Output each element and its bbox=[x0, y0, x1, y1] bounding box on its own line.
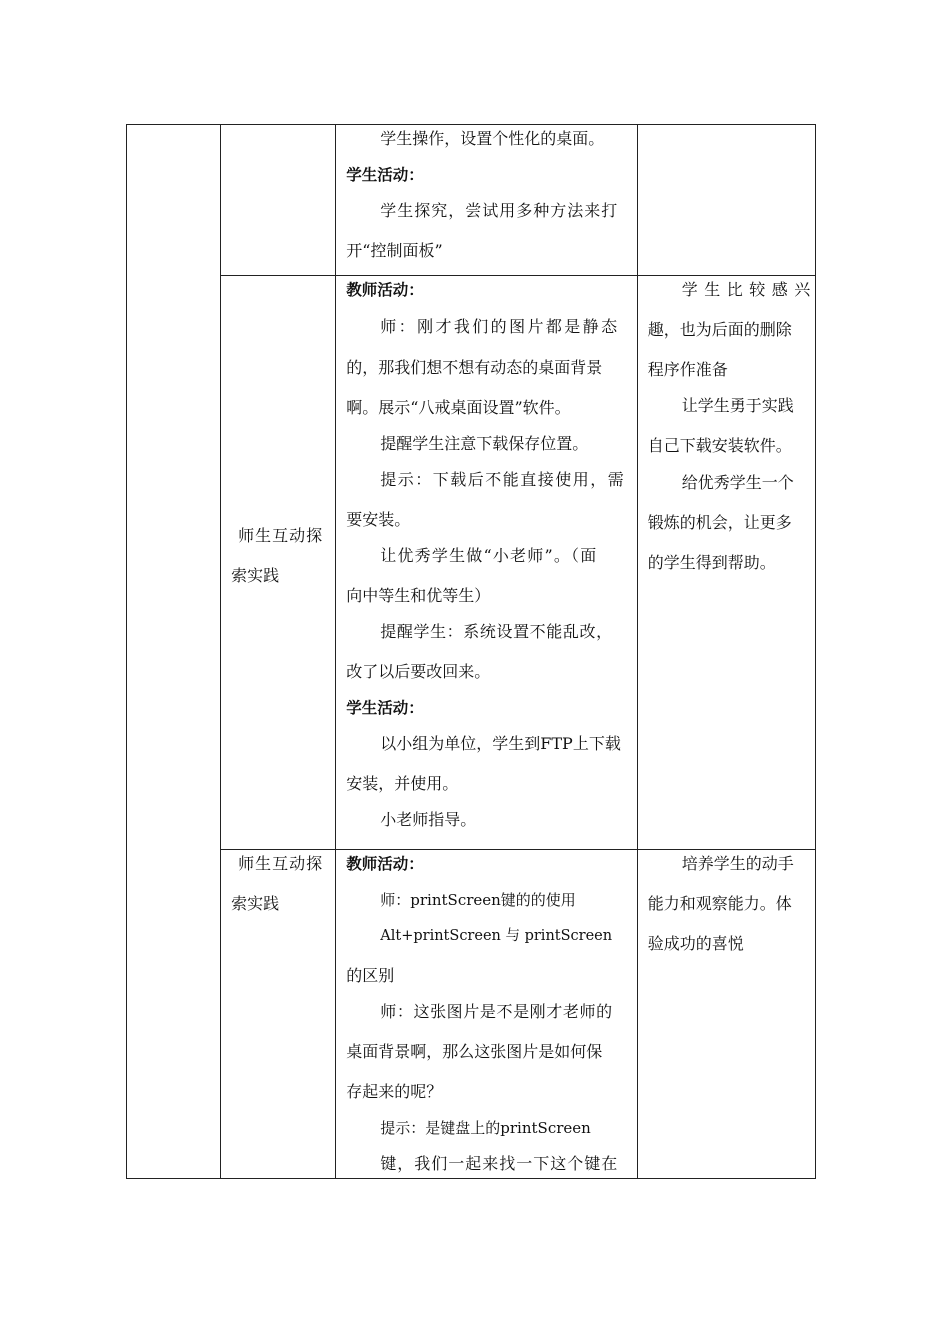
paragraph: 的区别 bbox=[346, 966, 395, 985]
paragraph: 桌面背景啊，那么这张图片是如何保 bbox=[346, 1042, 603, 1061]
paragraph: 提示：是键盘上的printScreen bbox=[380, 1119, 591, 1137]
paragraph: 存起来的呢？ bbox=[346, 1082, 443, 1101]
paragraph: 的学生得到帮助。 bbox=[647, 553, 776, 572]
stage-cell bbox=[221, 125, 336, 276]
paragraph: 提醒学生：系统设置不能乱改， bbox=[380, 622, 613, 641]
paragraph: 锻炼的机会，让更多 bbox=[647, 513, 792, 532]
paragraph: 提示：下载后不能直接使用，需 bbox=[380, 470, 626, 489]
paragraph: 培养学生的动手 bbox=[681, 854, 794, 873]
table-row bbox=[127, 125, 816, 276]
paragraph: 安装，并使用。 bbox=[346, 774, 459, 793]
intent-cell bbox=[637, 850, 815, 1179]
paragraph: 趣，也为后面的删除 bbox=[647, 320, 792, 339]
stage-cell bbox=[221, 276, 336, 850]
activity-cell bbox=[336, 850, 637, 1179]
section-heading-teacher-activity: 教师活动： bbox=[346, 281, 424, 299]
paragraph: 以小组为单位，学生到FTP上下载 bbox=[380, 734, 621, 753]
paragraph: 能力和观察能力。体 bbox=[647, 894, 792, 913]
section-heading-student-activity: 学生活动： bbox=[346, 166, 424, 184]
stage-label-line: 师生互动探 bbox=[238, 526, 324, 545]
blank-left-column bbox=[127, 125, 221, 1179]
paragraph: 师：刚才我们的图片都是静态 bbox=[380, 317, 620, 336]
paragraph: 提醒学生注意下载保存位置。 bbox=[380, 434, 589, 453]
paragraph: 验成功的喜悦 bbox=[647, 934, 744, 953]
paragraph: 啊。展示“八戒桌面设置”软件。 bbox=[346, 398, 571, 417]
activity-cell bbox=[336, 276, 637, 850]
paragraph: 程序作准备 bbox=[647, 360, 728, 379]
stage-label-line: 师生互动探 bbox=[238, 854, 324, 873]
paragraph: 向中等生和优等生） bbox=[346, 586, 491, 605]
paragraph: 学生比较感兴 bbox=[681, 280, 817, 299]
paragraph: 学生操作，设置个性化的桌面。 bbox=[380, 129, 605, 148]
intent-cell bbox=[637, 276, 815, 850]
paragraph: 的，那我们想不想有动态的桌面背景 bbox=[346, 358, 603, 377]
paragraph: 让优秀学生做“小老师”。（面 bbox=[380, 546, 598, 565]
paragraph: 要安装。 bbox=[346, 510, 411, 529]
paragraph: 让学生勇于实践 bbox=[681, 396, 794, 415]
paragraph: 小老师指导。 bbox=[380, 810, 477, 829]
paragraph: Alt+printScreen 与 printScreen bbox=[380, 928, 613, 944]
lesson-plan-table bbox=[126, 124, 816, 1179]
table-row bbox=[127, 850, 816, 1179]
paragraph: 键，我们一起来找一下这个键在 bbox=[380, 1154, 619, 1173]
activity-cell bbox=[336, 125, 637, 276]
paragraph: 自己下载安装软件。 bbox=[647, 436, 792, 455]
paragraph: 开“控制面板” bbox=[346, 241, 443, 260]
intent-cell bbox=[637, 125, 815, 276]
stage-label-line: 索实践 bbox=[231, 894, 280, 913]
paragraph: 师：printScreen键的的使用 bbox=[380, 891, 576, 909]
section-heading-teacher-activity: 教师活动： bbox=[346, 855, 424, 873]
stage-cell bbox=[221, 850, 336, 1179]
section-heading-student-activity: 学生活动： bbox=[346, 699, 424, 717]
paragraph: 给优秀学生一个 bbox=[681, 473, 794, 492]
paragraph: 师：这张图片是不是刚才老师的 bbox=[380, 1002, 613, 1021]
paragraph: 改了以后要改回来。 bbox=[346, 662, 491, 681]
paragraph: 学生探究，尝试用多种方法来打 bbox=[380, 201, 619, 220]
table-row bbox=[127, 276, 816, 850]
stage-label-line: 索实践 bbox=[231, 566, 280, 585]
